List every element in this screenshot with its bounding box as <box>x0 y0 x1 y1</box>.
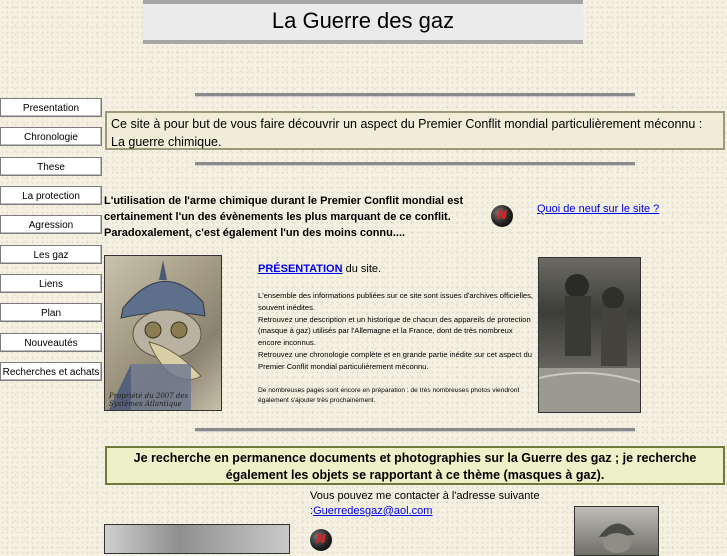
contact-email-link[interactable]: Guerredesgaz@aol.com <box>313 505 433 517</box>
header-banner <box>143 0 583 44</box>
nav-button-presentation[interactable]: Presentation <box>0 98 102 117</box>
photo-caption: Propriété du 2007 des Systèmes Atlantique <box>109 392 189 408</box>
contact-block <box>310 489 540 519</box>
lead-paragraph: L'utilisation de l'arme chimique durant le Premier Conflit mondial est certainement l'un des évènements les plus marquant de ce conflit. Paradoxalement, c'est également l'un des moins connu.... <box>104 195 464 239</box>
gas-mask-illustration <box>105 256 221 410</box>
trench-illustration <box>539 258 640 412</box>
nav-button-these[interactable]: These <box>0 157 102 176</box>
n-icon[interactable]: N <box>310 529 332 551</box>
research-box <box>105 446 725 485</box>
presentation-paragraph: L'ensemble des informations publiées sur ce site sont issues d'archives officielles, souvent inédites. <box>258 291 534 312</box>
soldier-portrait-photo <box>574 506 659 556</box>
nav-button-agression[interactable]: Agression <box>0 215 102 234</box>
news-link[interactable]: Quoi de neuf sur le site ? <box>537 203 660 215</box>
nav-button-liens[interactable]: Liens <box>0 274 102 293</box>
presentation-suffix: du site. <box>342 263 382 275</box>
nav-button-nouveautes[interactable]: Nouveautés <box>0 333 102 352</box>
nav-button-chronologie[interactable]: Chronologie <box>0 127 102 146</box>
presentation-heading <box>258 263 381 275</box>
contact-text: Vous pouvez me contacter à l'adresse suivante <box>310 490 540 502</box>
research-text: Je recherche en permanence documents et photographies sur la Guerre des gaz ; je recherche également les objets se rapportant à ce thème (masques à gaz). <box>133 451 697 482</box>
presentation-paragraph: Retrouvez une chronologie complète et en grande partie inédite sur cet aspect du Premier Conflit mondial particulièrement méconnu. <box>258 349 532 371</box>
soldier-helmet-illustration <box>575 507 658 555</box>
presentation-footnote: De nombreuses pages sont encore en préparation : de très nombreuses photos viendront également s'ajouter très prochainement. <box>258 387 520 404</box>
soldiers-group-photo <box>104 524 290 554</box>
presentation-paragraph: Retrouvez une description et un historique de chacun des appareils de protection (masque à gaz) utilisés par l'Allemagne et la France, dont de très nombreux encore inconnus. <box>258 314 531 348</box>
presentation-link[interactable]: PRÉSENTATION <box>258 263 343 275</box>
page-title: La Guerre des gaz <box>271 8 455 33</box>
nav-button-plan[interactable]: Plan <box>0 303 102 322</box>
presentation-body <box>258 290 534 373</box>
divider-middle <box>195 162 635 166</box>
divider-top <box>195 93 635 97</box>
nav-button-la-protection[interactable]: La protection <box>0 186 102 205</box>
contact-prefix: : <box>310 505 314 517</box>
intro-box <box>105 111 725 150</box>
nav-button-les-gaz[interactable]: Les gaz <box>0 245 102 264</box>
gas-mask-soldier-photo <box>104 255 222 411</box>
banner-bottom-bar <box>143 40 583 44</box>
soldiers-trench-photo <box>538 257 641 413</box>
nav-button-recherches-et-achats[interactable]: Recherches et achats <box>0 362 102 381</box>
intro-text: Ce site à pour but de vous faire découvrir un aspect du Premier Conflit mondial particulièrement méconnu : La guerre chimique. <box>111 117 703 149</box>
divider-bottom <box>195 428 635 432</box>
n-icon[interactable]: N <box>491 205 513 227</box>
